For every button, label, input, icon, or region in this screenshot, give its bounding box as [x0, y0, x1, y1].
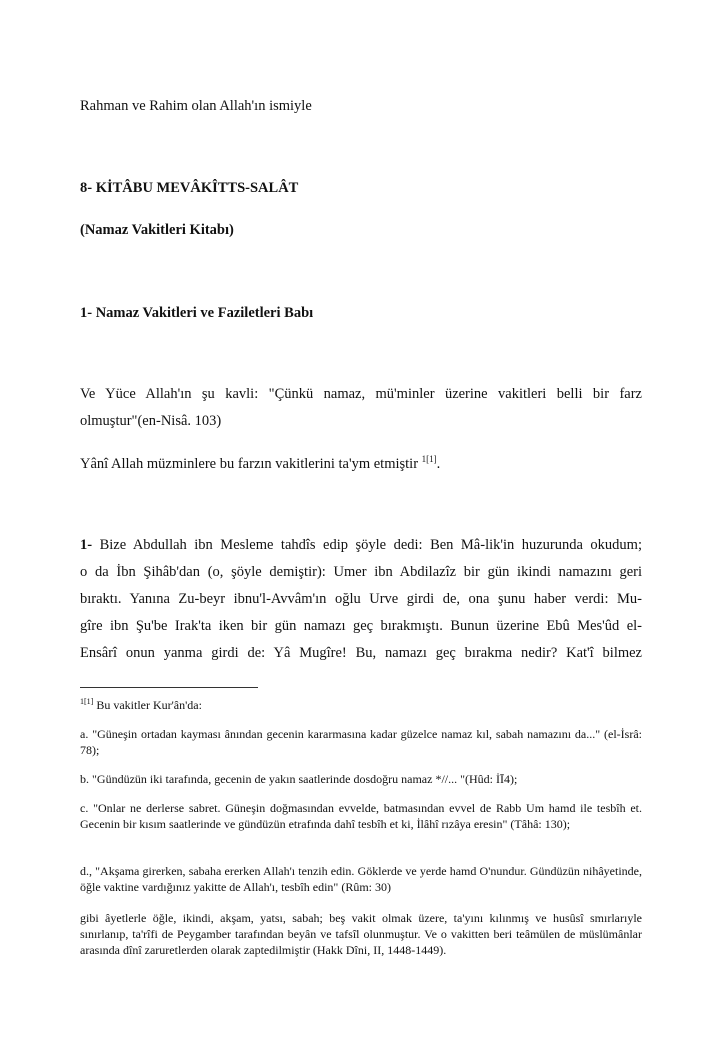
- hadith-line-1: [80, 535, 642, 555]
- footnote-intro: [80, 697, 642, 713]
- chapter-title: 1- Namaz Vakitleri ve Faziletleri Babı: [80, 305, 314, 321]
- hadith-line-2: o da İbn Şihâb'dan (o, şöyle demiştir): Umer ibn Abdilazîz bir gün ikindi namazını geri: [80, 564, 642, 580]
- explanation-text: Yânî Allah müzminlere bu farzın vakitlerini ta'ym etmiştir: [80, 456, 422, 472]
- book-title: 8- KİTÂBU MEVÂKÎTTS-SALÂT: [80, 180, 299, 196]
- book-subtitle: (Namaz Vakitleri Kitabı): [80, 222, 234, 238]
- footnote-intro-text: Bu vakitler Kur'ân'da:: [96, 698, 202, 712]
- footnote-ref-link[interactable]: 1[1]: [421, 454, 437, 465]
- explanation-end: .: [436, 456, 441, 472]
- footnote-item-d: d., "Akşama girerken, sabaha ererken Allah'ı tenzih edin. Göklerde ve yerde hamd O'nundur. Gündüzün nihâyetinde, öğle vaktine vardığınız yakitte de Allah'ı, tesbîh edin" (Rûm: 30): [80, 864, 642, 894]
- hadith-number: 1-: [80, 537, 93, 553]
- footnote-item-b: b. "Gündüzün iki tarafında, gecenin de yakın saatlerinde dosdoğru namaz *//... "(Hûd: İĪ4);: [80, 772, 518, 786]
- hadith-line-4: gîre ibn Şu'be Irak'ta iken bir gün namazı geç bırakmıştı. Bunun üzerine Ebû Mes'ûd el-: [80, 618, 642, 634]
- explanation-paragraph: [80, 454, 440, 474]
- footnote-item-c: c. "Onlar ne derlerse sabret. Güneşin doğmasından evvelde, batmasından evvel de Rabb Um hamd ile tesbîh et. Gecenin bir kısım saatlerinde ve gündüzün etrafında dahî tesbîh et ki, İlâhî rızâya eresin" (Tâhâ: 130);: [80, 801, 642, 831]
- footnote-item-a: a. "Güneşin ortadan kayması ânından gecenin kararmasına kadar güzelce namaz kıl, sabah namazını da..." (el-İsrâ: 78);: [80, 727, 642, 757]
- hadith-line-5: Ensârî onun yanma girdi de: Yâ Mugîre! Bu, namazı geç bırakma nedir? Kat'î bilmez: [80, 645, 642, 661]
- hadith-line-3: bıraktı. Yanına Zu-beyr ibnu'l-Avvâm'ın oğlu Urve girdi de, ona şunu haber verdi: Mu-: [80, 591, 642, 607]
- verse-line-2: olmuştur"(en-Nisâ. 103): [80, 413, 222, 429]
- basmala: Rahman ve Rahim olan Allah'ın ismiyle: [80, 98, 312, 114]
- footnote-divider: [80, 687, 258, 688]
- footnote-closing: gibi âyetlerle öğle, ikindi, akşam, yatsı, sabah; beş vakit olmak üzere, ta'yını kılınmış ve husûsî smırlarıyle sınırlanıp, ta'rîfi de Peygamber tarafından beyân ve tafsîl olunmuştur. Ve o vakitten beri teâmülen de müslümânlar arasında dînî zaruretlerden olarak zaptedilmiştir (Hakk Dîni, II, 1448-1449).: [80, 911, 642, 957]
- footnote-marker: 1[1]: [80, 697, 94, 706]
- verse-line-1: Ve Yüce Allah'ın şu kavli: "Çünkü namaz, mü'minler üzerine vakitleri belli bir farz: [80, 386, 642, 402]
- hadith-text: Bize Abdullah ibn Mesleme tahdîs edip şöyle dedi: Ben Mâ-lik'in huzurunda okudum;: [99, 537, 642, 553]
